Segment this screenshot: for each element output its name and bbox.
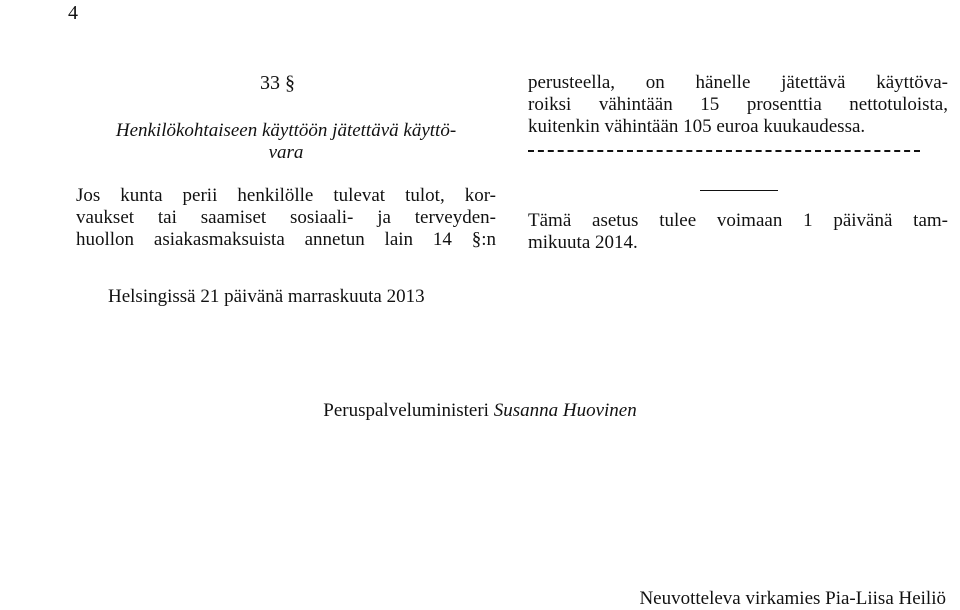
dashed-separator [528, 150, 920, 152]
section-number: 33 § [260, 72, 295, 94]
paragraph-line: kuitenkin vähintään 105 euroa kuukaudessa. [528, 116, 866, 137]
minister-title: Peruspalveluministeri [323, 400, 489, 421]
right-paragraph [528, 72, 948, 138]
section-title [76, 120, 496, 164]
page-number: 4 [68, 2, 78, 24]
left-paragraph [76, 185, 496, 251]
paragraph-line: vaukset tai saamiset sosiaali- ja terveyden- [76, 207, 496, 228]
effect-paragraph [528, 210, 948, 254]
minister-name: Susanna Huovinen [493, 400, 637, 421]
short-rule [700, 190, 778, 191]
section-title-line: Henkilökohtaiseen käyttöön jätettävä käyttö- [115, 120, 457, 141]
paragraph-line: roiksi vähintään 15 prosenttia nettotuloista, [528, 94, 948, 115]
minister-signature [0, 400, 960, 422]
paragraph-line: Tämä asetus tulee voimaan 1 päivänä tam- [528, 210, 948, 231]
section-title-line: vara [268, 142, 304, 163]
paragraph-line: perusteella, on hänelle jätettävä käyttöva- [528, 72, 948, 93]
paragraph-line: Jos kunta perii henkilölle tulevat tulot, kor- [76, 185, 496, 206]
paragraph-line: huollon asiakasmaksuista annetun lain 14 §:n [76, 229, 496, 250]
paragraph-line: mikuuta 2014. [528, 232, 638, 253]
place-date: Helsingissä 21 päivänä marraskuuta 2013 [108, 286, 425, 307]
official-signature: Neuvotteleva virkamies Pia-Liisa Heiliö [639, 588, 946, 609]
